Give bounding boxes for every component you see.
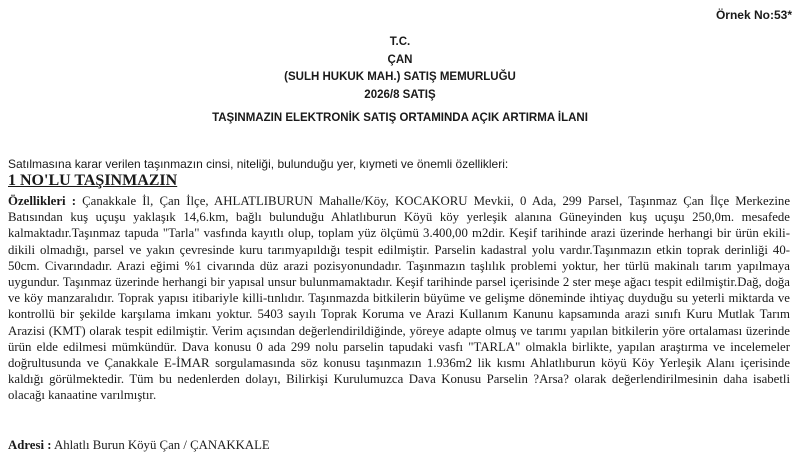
property-address — [8, 438, 270, 453]
intro-text: Satılmasına karar verilen taşınmazın cinsi, niteliği, bulunduğu yer, kıymeti ve önemli özellikleri: — [8, 157, 509, 171]
address-label: Adresi : — [8, 438, 52, 452]
sample-number: Örnek No:53* — [715, 8, 792, 22]
property-title: 1 NO'LU TAŞINMAZIN — [8, 172, 178, 189]
document-header — [0, 34, 800, 104]
property-features — [8, 193, 790, 404]
features-text: Çanakkale İl, Çan İlçe, AHLATLIBURUN Mahalle/Köy, KOCAKORU Mevkii, 0 Ada, 299 Parsel, Taşınmaz Çan İlçe Merkezine Batısından kuş uçuşu yaklaşık 14,6.km, bağlı bulunduğu Ahlatlıburun Köyü köy yerleşik alanına Güneyinden kuş uçuşu 250,0m. mesafede kalmaktadır.Taşınmaz tapuda "Tarla" vasfında kayıtlı olup, toplam yüz ölçümü 3.400,00 m2dir. Keşif tarihinde arazi üzerinde herhangi bir ürün ekili-dikili olmadığı, parsel ve yakın çevresinde kuru tarımyapıldığı tespit edilmiştir. Parselin kadastral yolu vardır.Taşınmazın etkin toprak derinliği 40-50cm. Civarındadır. Arazi eğimi %1 civarında düz arazi pozisyonundadır. Taşınmazın taşlılık problemi yoktur, her türlü makinalı tarım yapılmaya uygundur. Taşınmaz üzerinde herhangi bir yapısal unsur bulunmamaktadır. Keşif tarihinde parsel içerisinde 2 ster meşe ağacı tespit edilmiştir.Dağ, doğa ve köy manzaralıdır. Toprak yapısı itibariyle killi-tınlıdır. Taşınmazda bitkilerin büyüme ve gelişme döneminde ihtiyaç duyduğu su yeterli miktarda ve kontrollü bir şekilde karşılama imkanı yoktur. 5403 sayılı Toprak Koruma ve Arazi Kullanım Kanunu kapsamında arazi sınıfı Kuru Mutlak Tarım Arazisi (KMT) olarak tespit edilmiştir. Verim açısından değerlendirildiğinde, yöreye adapte olmuş ve tarımı yapılan bitkilerin yöre ortalaması üzerinde ürün elde edilmesi mümkündür. Dava konusu 0 ada 299 nolu parselin tapudaki vasfı "TARLA" olmakla birlikte, yapılan araştırma ve incelemeler doğrultusunda ve Çanakkale E-İMAR sorgulamasında söz konusu taşınmazın 1.936m2 lik kısmı Ahlatlıburun köyü Köy Yerleşik Alanı içerisinde kaldığı görülmektedir. Tüm bu nedenlerden dolayı, Bilirkişi Kurulumuzca Dava Konusu Parselin ?Arsa? olarak değerlendirilmesinin daha isabetli olacağı kanaatine varılmıştır. — [8, 194, 791, 403]
header-line-office: (SULH HUKUK MAH.) SATIŞ MEMURLUĞU — [284, 71, 516, 83]
address-text: Ahlatlı Burun Köyü Çan / ÇANAKKALE — [53, 438, 270, 452]
document-title: TAŞINMAZIN ELEKTRONİK SATIŞ ORTAMINDA AÇIK ARTIRMA İLANI — [212, 112, 588, 124]
features-label: Özellikleri : — [8, 194, 76, 208]
header-line-tc: T.C. — [389, 36, 411, 48]
header-line-district: ÇAN — [387, 53, 413, 66]
header-line-case: 2026/8 SATIŞ — [364, 88, 436, 101]
